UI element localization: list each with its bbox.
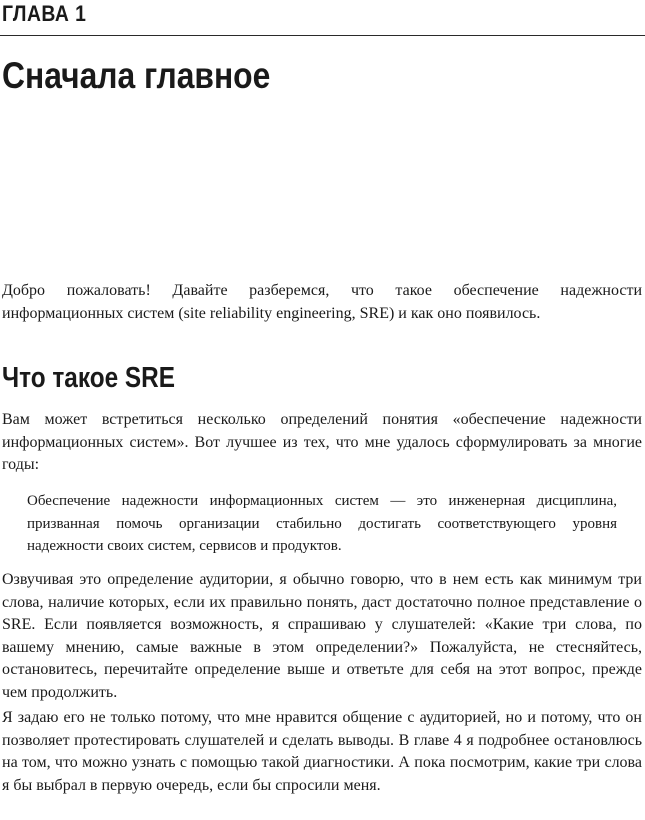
chapter-divider	[0, 35, 645, 36]
body-paragraph-3: Я задаю его не только потому, что мне нравится общение с аудиторией, но и потому, что он позволяет протестировать слушателей и сделать выводы. В главе 4 я подробнее остановлюсь на том, что можно узнать с помощью такой диагностики. А пока посмотрим, какие три слова я бы выбрал в первую очередь, если бы спросили меня.	[2, 709, 642, 794]
section-title: Что такое SRE	[2, 362, 176, 394]
intro-paragraph: Добро пожаловать! Давайте разберемся, что такое обеспечение надежности информационных систем (site reliability engineering, SRE) и как оно появилось.	[2, 282, 642, 322]
body-paragraph-2: Озвучивая это определение аудитории, я обычно говорю, что в нем есть как минимум три слова, наличие которых, если их правильно понять, даст достаточно полное представление о SRE. Если появляется возможность, я спрашиваю у слушателей: «Какие три слова, по вашему мнению, самые важные в этом определении?» Пожалуйста, не стесняйтесь, остановитесь, перечитайте определение выше и ответьте для себя на этот вопрос, прежде чем продолжить.	[2, 571, 642, 701]
chapter-title: Сначала главное	[2, 55, 271, 96]
body-paragraph-1: Вам может встретиться несколько определений понятия «обеспечение надежности информационных систем». Вот лучшее из тех, что мне удалось сформулировать за многие годы:	[2, 411, 642, 473]
definition-quote: Обеспечение надежности информационных систем — это инженерная дисциплина, призванная помочь организации стабильно достигать соответствующего уровня надежности своих систем, сервисов и продуктов.	[27, 493, 617, 554]
chapter-label: ГЛАВА 1	[2, 1, 87, 26]
